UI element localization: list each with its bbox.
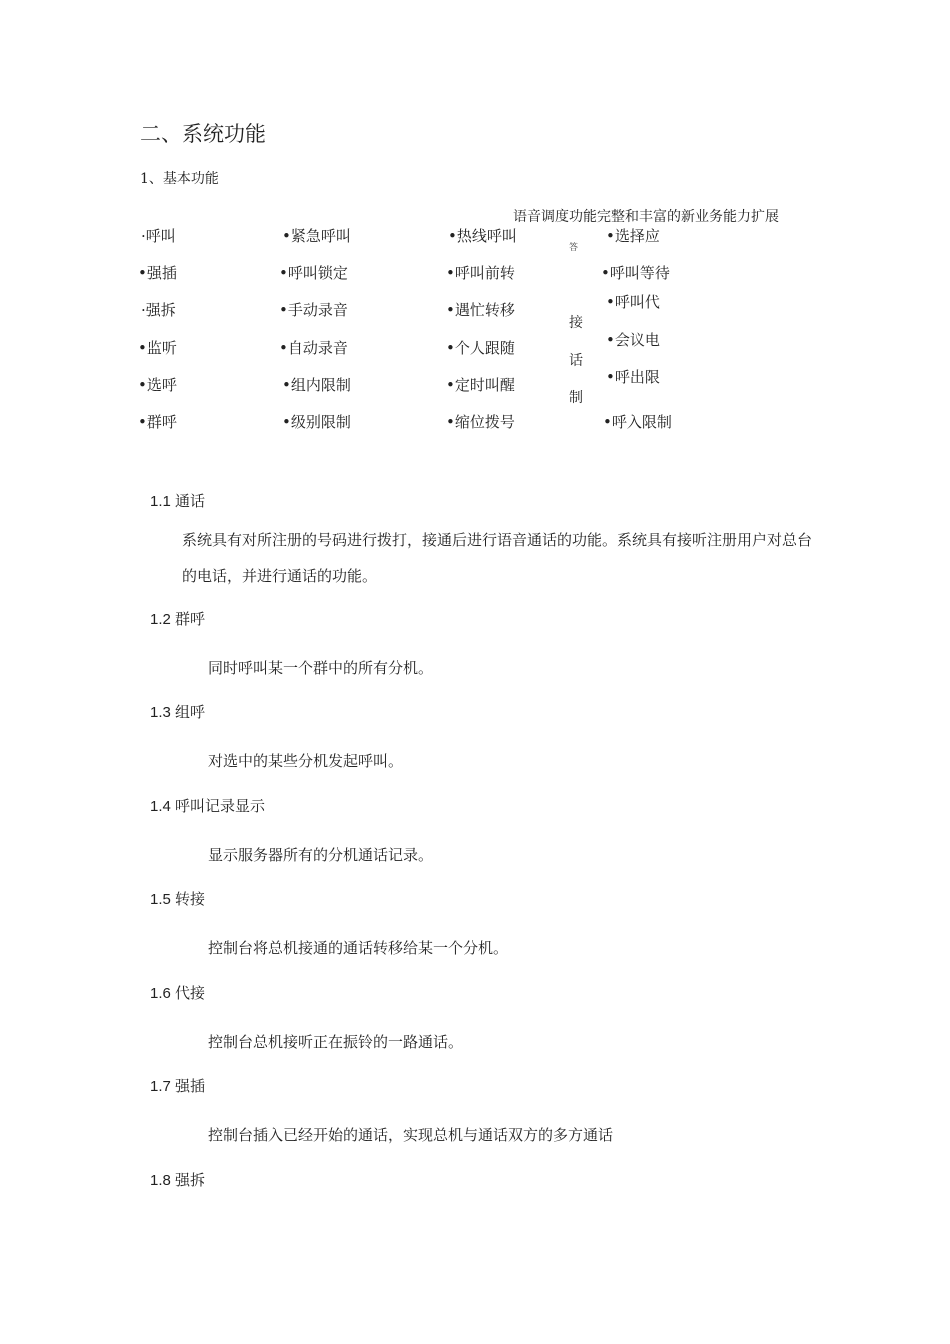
section-title: 1.5 转接 xyxy=(150,891,206,908)
section-body: 控制台将总机接通的通话转移给某一个分机。 xyxy=(208,939,509,957)
feature-item: •定时叫醒 xyxy=(446,376,515,394)
section-title: 1.3 组呼 xyxy=(150,704,206,721)
vertical-char: 话 xyxy=(569,353,583,369)
cropped-glyph: 答 xyxy=(569,243,579,253)
feature-item: ·强拆 xyxy=(141,301,176,319)
section-body: 同时呼叫某一个群中的所有分机。 xyxy=(208,659,434,677)
section-title: 1.2 群呼 xyxy=(150,611,206,628)
section-title: 1.4 呼叫记录显示 xyxy=(150,798,266,815)
section-body: 控制台总机接听正在振铃的一路通话。 xyxy=(208,1033,464,1051)
feature-item: •热线呼叫 xyxy=(448,227,517,245)
section-title: 1.8 强拆 xyxy=(150,1172,206,1189)
section-heading: 二、系统功能 xyxy=(140,122,266,146)
vertical-char: 接 xyxy=(569,315,583,331)
feature-item: •缩位拨号 xyxy=(446,413,515,431)
feature-item: •选择应 xyxy=(606,227,660,245)
feature-item: •呼叫锁定 xyxy=(279,264,348,282)
section-body: 对选中的某些分机发起呼叫。 xyxy=(208,752,404,770)
feature-item: •呼叫前转 xyxy=(446,264,515,282)
feature-item: •呼叫等待 xyxy=(601,264,670,282)
feature-item: •组内限制 xyxy=(282,376,351,394)
feature-item: •呼入限制 xyxy=(603,413,672,431)
feature-item: •选呼 xyxy=(138,376,177,394)
vertical-char: 制 xyxy=(569,390,583,406)
feature-item: ·呼叫 xyxy=(141,227,176,245)
feature-item: •手动录音 xyxy=(279,301,348,319)
section-body: 控制台插入已经开始的通话，实现总机与通话双方的多方通话 xyxy=(208,1126,614,1144)
feature-tagline: 语音调度功能完整和丰富的新业务能力扩展 xyxy=(513,209,779,225)
feature-item: •遇忙转移 xyxy=(446,301,515,319)
section-title: 1.7 强插 xyxy=(150,1078,206,1095)
feature-item: •级别限制 xyxy=(282,413,351,431)
feature-item: •监听 xyxy=(138,339,177,357)
feature-item: •强插 xyxy=(138,264,177,282)
feature-item: •个人跟随 xyxy=(446,339,515,357)
feature-item: •自动录音 xyxy=(279,339,348,357)
feature-item: •群呼 xyxy=(138,413,177,431)
subsection-heading: 1、基本功能 xyxy=(140,171,219,187)
section-body: 系统具有对所注册的号码进行拨打，接通后进行语音通话的功能。系统具有接听注册用户对总台的电话，并进行通话的功能。 xyxy=(182,531,813,585)
feature-item: •紧急呼叫 xyxy=(282,227,351,245)
section-body: 显示服务器所有的分机通话记录。 xyxy=(208,846,434,864)
feature-item: •呼出限 xyxy=(606,368,660,386)
section-title: 1.6 代接 xyxy=(150,985,206,1002)
section-title: 1.1 通话 xyxy=(150,493,206,510)
feature-item: •会议电 xyxy=(606,331,660,349)
feature-item: •呼叫代 xyxy=(606,293,660,311)
